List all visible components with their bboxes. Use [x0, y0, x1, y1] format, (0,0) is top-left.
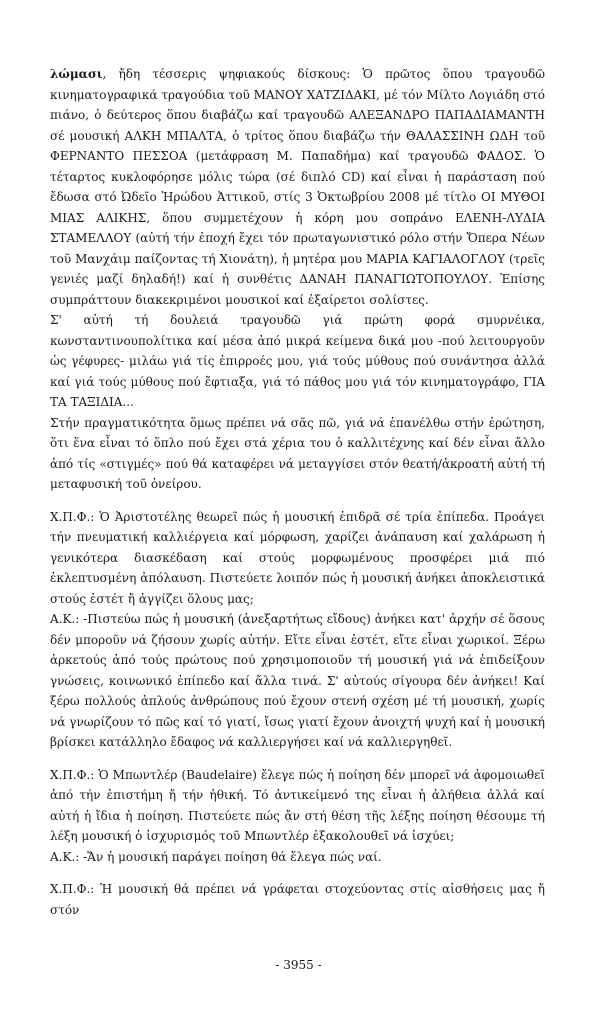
- answer-poetry: Α.Κ.: -Ἄν ἡ μουσική παράγει ποίηση θά ἔλεγα πώς ναί.: [50, 849, 382, 864]
- question-baudelaire: Χ.Π.Φ.: Ὁ Μπωντλέρ (Baudelaire) ἔλεγε πώς ἡ ποίηση δέν μπορεῖ νά ἀφομοιωθεῖ ἀπό τήν ἐπιστήμη ἤ τήν ἠθική. Τό ἀντικείμενό της εἶναι ἡ ἀλήθεια ἀλλά καί αὐτή ἡ ἴδια ἡ ποίηση. Πιστεύετε πώς ἄν στή θέση τῆς λέξης ποίηση θέσουμε τή λέξη μουσική ὁ ἰσχυρισμός τοῦ Μπωντλέρ ἐξακολουθεῖ νά ἰσχύει;: [50, 767, 545, 843]
- paragraph-lead-word: λώμασι: [50, 67, 103, 81]
- paragraph-2: Σ' αὐτή τή δουλειά τραγουδῶ γιά πρώτη φορά σμυρνέικα, κωνσταντινουπολίτικα καί μέσα ἀπό μικρά κείμενα δικά μου -πού λειτουργοῦν ὡς γέφυρες- μιλάω γιά τίς ἐπιρροές μου, γιά τούς μύθους πού συνάντησα ἀλλά καί γιά τούς μύθους πού ἔφτιαξα, γιά τό πάθος μου γιά τόν κινηματογράφο, ΓΙΑ ΤΑ ΤΑΞΙΔΙΑ...: [50, 313, 545, 409]
- question-senses: Χ.Π.Φ.: Ἡ μουσική θά πρέπει νά γράφεται στοχεύοντας στίς αἰσθήσεις μας ἤ στόν: [50, 882, 545, 917]
- paragraph-text: , ἤδη τέσσερις ψηφιακούς δίσκους: Ὁ πρῶτος ὅπου τραγουδῶ κινηματογραφικά τραγούδια τοῦ ΜΑΝΟΥ ΧΑΤΖΙΔΑΚΙ, μέ τόν Μίλτο Λογιάδη στό πιάνο, ὁ δεύτερος ὅπου διαβάζω καί τραγουδῶ ΑΛΕΞΑΝΔΡΟ ΠΑΠΑΔΙΑΜΑΝΤΗ σέ μουσική ΑΛΚΗ ΜΠΑΛΤΑ, ὁ τρίτος ὅπου διαβάζω τήν ΘΑΛΑΣΣΙΝΗ ΩΔΗ τοῦ ΦΕΡΝΑΝΤΟ ΠΕΣΣΟΑ (μετάφραση Μ. Παπαδήμα) καί τραγουδῶ ΦΑΔΟΣ. Ὁ τέταρτος κυκλοφόρησε μόλις τώρα (σέ διπλό CD) καί εἶναι ἡ παράσταση πού ἔδωσα στό Ὠδεῖο Ἡρώδου Ἀττικοῦ, στίς 3 Ὀκτωβρίου 2008 μέ τίτλο ΟΙ ΜΥΘΟΙ ΜΙΑΣ ΑΛΙΚΗΣ, ὅπου συμμετέχουν ἡ κόρη μου σοπράνο ΕΛΕΝΗ-ΛΥΔΙΑ ΣΤΑΜΕΛΛΟΥ (αὐτή τήν ἐποχή ἔχει τόν πρωταγωνιστικό ρόλο στήν Ὄπερα Νέων τοῦ Μανχάιμ παίζοντας τή Χιονάτη), ἡ μητέρα μου ΜΑΡΙΑ ΚΑΓΙΑΛΟΓΛΟΥ (τρεῖς γενιές μαζί δηλαδή!) καί ἡ συνθέτις ΔΑΝΑΗ ΠΑΝΑΓΙΩΤΟΠΟΥΛΟΥ. Ἐπίσης συμπράττουν διακεκριμένοι μουσικοί καί ἐξαίρετοι σολίστες.: [50, 67, 545, 307]
- page-number: - 3955 -: [275, 958, 322, 972]
- question-aristotle: Χ.Π.Φ.: Ὁ Ἀριστοτέλης θεωρεῖ πώς ἡ μουσική ἐπιδρᾶ σέ τρία ἐπίπεδα. Προάγει τήν πνευματική καλλιέργεια καί μόρφωση, χαρίζει ἀνάπαυση καί χαλάρωση ἡ γενικότερα διασκέδαση καί στούς μορφωμένους προσφέρει μιά πιό ἐκλεπτυσμένη ἀπόλαυση. Πιστεύετε λοιπόν πώς ἡ μουσική ἀνήκει ἀποκλειστικά στούς ἐστέτ ἤ ἀγγίζει ὅλους μας;: [50, 509, 545, 606]
- paragraph-3: Στήν πραγματικότητα ὅμως πρέπει νά σᾶς πῶ, γιά νά ἐπανέλθω στήν ἐρώτηση, ὅτι ἕνα εἶναι τό ὅπλο πού ἔχει στά χέρια του ὁ καλλιτέχνης καί δέν εἶναι ἄλλο ἀπό τίς «στιγμές» πού θά καταφέρει νά μεταγγίσει στόν θεατή/ἀκροατή αὐτή τή μεταφυσική τοῦ ὀνείρου.: [50, 415, 545, 491]
- paragraph-1: [50, 64, 545, 310]
- answer-music-belongs: Α.Κ.: -Πιστεύω πώς ἡ μουσική (ἀνεξαρτήτως εἴδους) ἀνήκει κατ' ἀρχήν σέ ὅσους δέν μποροῦν νά ζήσουν χωρίς αὐτήν. Εἴτε εἶναι ἐστέτ, εἴτε εἶναι χωρικοί. Ξέρω ἀρκετούς ἀπό τούς πρώτους πού χρησιμοποιοῦν τή μουσική γιά νά ἐπιδείξουν γνώσεις, κοινωνικό ἐπίπεδο καί ἄλλα τινά. Σ' αὐτούς σίγουρα δέν ἀνήκει! Καί ξέρω πολλούς ἁπλούς ἀνθρώπους πού ἔχουν στενή σχέση μέ τή μουσική, χωρίς νά γνωρίζουν τό πῶς καί τό γιατί, ἴσως γιατί ἔχουν ἀνοιχτή ψυχή καί ἡ μουσική βρίσκει κατάλληλο ἔδαφος νά καλλιεργήσει καί νά καλλιεργηθεῖ.: [50, 612, 545, 749]
- document-body: [50, 64, 545, 920]
